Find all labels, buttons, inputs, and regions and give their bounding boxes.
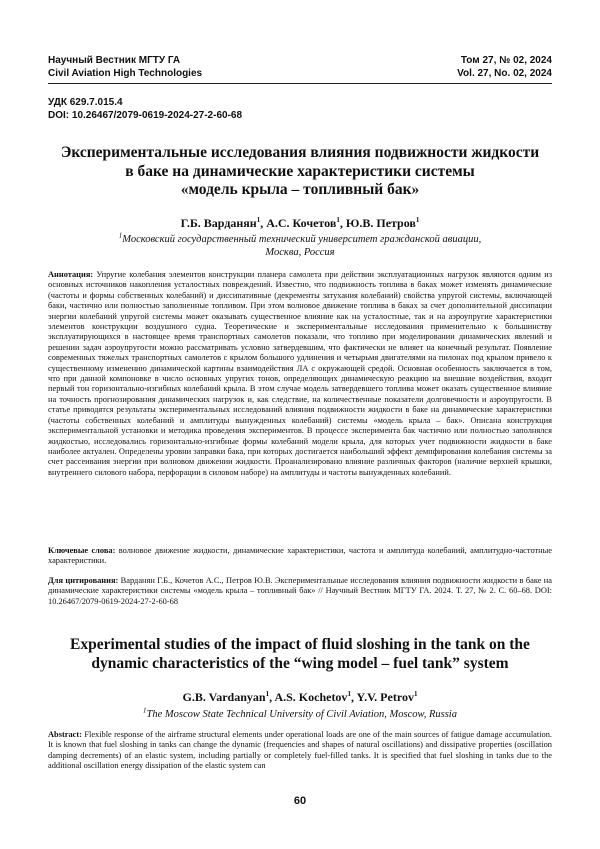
affil-mark: 1 [118, 231, 123, 240]
author-affil-mark: 1 [265, 690, 270, 698]
abstract-ru [48, 270, 552, 478]
keywords-ru [48, 546, 552, 567]
author-name: G.B. Vardanyan [182, 690, 266, 704]
article-meta [48, 96, 242, 122]
author-name: Ю.В. Петров [345, 216, 416, 230]
page-number: 60 [293, 795, 307, 807]
title-ru-line: в баке на динамические характеристики системы [125, 162, 475, 180]
running-header [48, 55, 552, 80]
author-name: Y.V. Petrov [356, 690, 414, 704]
abstract-text: Flexible response of the airframe structural elements under operational loads are one of the main sources of fatigue damage accumulation. It is known that fuel sloshing in tanks can change the dynamic (frequencies and shapes of natural oscillations) and dissipative properties (oscillation damping decrements) of an elastic system, including partially or completely fuel-filled tanks. It is specified that fuel sloshing in tanks due to the additional oscillation energy dissipation of the elastic system can [48, 730, 553, 771]
affiliation-line: Московский государственный технический университет гражданской авиации, [122, 234, 482, 245]
title-ru [48, 144, 552, 200]
author-affil-mark: 1 [415, 216, 420, 224]
journal-name-en: Civil Aviation High Technologies [48, 67, 203, 79]
title-en-line: dynamic characteristics of the “wing model – fuel tank” system [91, 655, 509, 672]
doi: DOI: 10.26467/2079-0619-2024-27-2-60-68 [48, 110, 243, 121]
author-name: A.S. Kochetov [274, 690, 348, 704]
authors-ru: Г.Б. Варданян$^1$, А.С. Кочетов$^1$, Ю.В. Петров$^1$ [180, 216, 420, 230]
affiliation-en [48, 708, 552, 721]
abstract-en [48, 730, 552, 772]
affil-mark: 1 [143, 706, 147, 715]
abstract-label: Аннотация: [48, 270, 94, 279]
abstract-text: Упругие колебания элементов конструкции планера самолета при действии эксплуатационных нагрузок являются одним из основных источников накопления усталостных повреждений. Известно, что подвижность топлива в баках может изменять динамические (частоты и формы собственных колебаний) и диссипативные (декременты затухания колебаний) свойства упругой системы, включающей баки, частично или полностью заполненные топливом. При этом волновое движение топлива в баках за счет дополнительной диссипации энергии колебаний упругой системы может оказывать существенное влияние как на усталостные, так и на аэроупругие характеристики элементов конструкции воздушного судна. Теоретические и экспериментальные исследования применительно к большинству эксплуатирующихся в настоящее время транспортных самолетов показали, что топливо при моделировании динамических явлений и решении задач аэроупругости можно рассматривать условно затвердевшим, что фактически не влияет на конечный результат. Появление современных тяжелых транспортных самолетов с крылом большого удлинения и четырьмя двигателями на пилонах под крылом привело к существенному изменению динамической картины взаимодействия ЛА с окружающей средой. Основная особенность заключается в том, что при данной компоновке в число основных упругих тонов, определяющих динамическую реакцию на внешние воздействия, входит первый тон горизонтально-изгибных колебаний крыла. В этом случае модель затвердевшего топлива может оказать существенное влияние на точность прогнозирования динамических нагрузок и, как следствие, на количественные показатели долговечности и аэроупругости. В статье приводятся результаты экспериментальных исследований влияния подвижности жидкости в баке на динамические характеристики (частоты собственных колебаний и амплитуды вынужденных колебаний) системы «модель крыла – бак». Описана конструкция экспериментальной установки и методика проведения экспериментов. В процессе эксперимента бак частично или полностью заполнялся жидкостью, исследовались горизонтально-изгибные формы колебаний модели крыла, для которых учет подвижности жидкости в баке наиболее актуален. Определены уровни заправки бака, при которых достигается наибольший эффект демпфирования колебания системы за счет рассеивания энергии при волновом движении жидкости. Проанализировано влияние различных факторов (наличие верхней крышки, внутреннего силового набора, перфорации в силовом наборе) на амплитуды и частоты вынужденных колебаний. [48, 270, 553, 477]
affiliation-line: The Moscow State Technical University of Civil Aviation, Moscow, Russia [146, 709, 457, 720]
author-affil-mark: 1 [336, 216, 340, 224]
udc-code: УДК 629.7.015.4 [48, 97, 123, 108]
volume-ru: Том 27, № 02, 2024 [460, 55, 552, 66]
citation-text: Варданян Г.Б., Кочетов А.С., Петров Ю.В. Экспериментальные исследования влияния подвижности жидкости в баке на динамические характеристики системы «модель крыла – топливный бак» // Научный Вестник МГТУ ГА. 2024. Т. 27, № 2. С. 60–68. DOI: 10.26467/2079-0619-2024-27-2-60-68 [48, 576, 553, 606]
keywords-text: волновое движение жидкости, динамические характеристики, частота и амплитуда колебаний, амплитудно-частотные характеристики. [48, 546, 553, 566]
title-ru-line: «модель крыла – топливный бак» [180, 181, 420, 198]
title-en-line: Experimental studies of the impact of fluid sloshing in the tank on the [70, 636, 530, 653]
affiliation-ru [48, 233, 552, 259]
abstract-label: Abstract: [48, 730, 82, 739]
author-name: Г.Б. Варданян [180, 216, 257, 230]
citation-ru [48, 576, 552, 607]
author-affil-mark: 1 [256, 216, 261, 224]
title-en [48, 635, 552, 673]
authors-en: G.B. Vardanyan$^1$, A.S. Kochetov$^1$, Y.V. Petrov$^1$ [182, 690, 418, 704]
journal-name-ru: Научный Вестник МГТУ ГА [48, 55, 181, 66]
title-ru-line: Экспериментальные исследования влияния подвижности жидкости [60, 144, 540, 161]
affiliation-line: Москва, Россия [265, 247, 335, 258]
keywords-label: Ключевые слова: [48, 546, 116, 555]
author-affil-mark: 1 [347, 690, 351, 698]
volume-en: Vol. 27, No. 02, 2024 [457, 67, 552, 79]
citation-label: Для цитирования: [48, 576, 119, 585]
header-rule [48, 83, 552, 84]
author-affil-mark: 1 [413, 690, 418, 698]
author-name: А.С. Кочетов [266, 216, 337, 230]
